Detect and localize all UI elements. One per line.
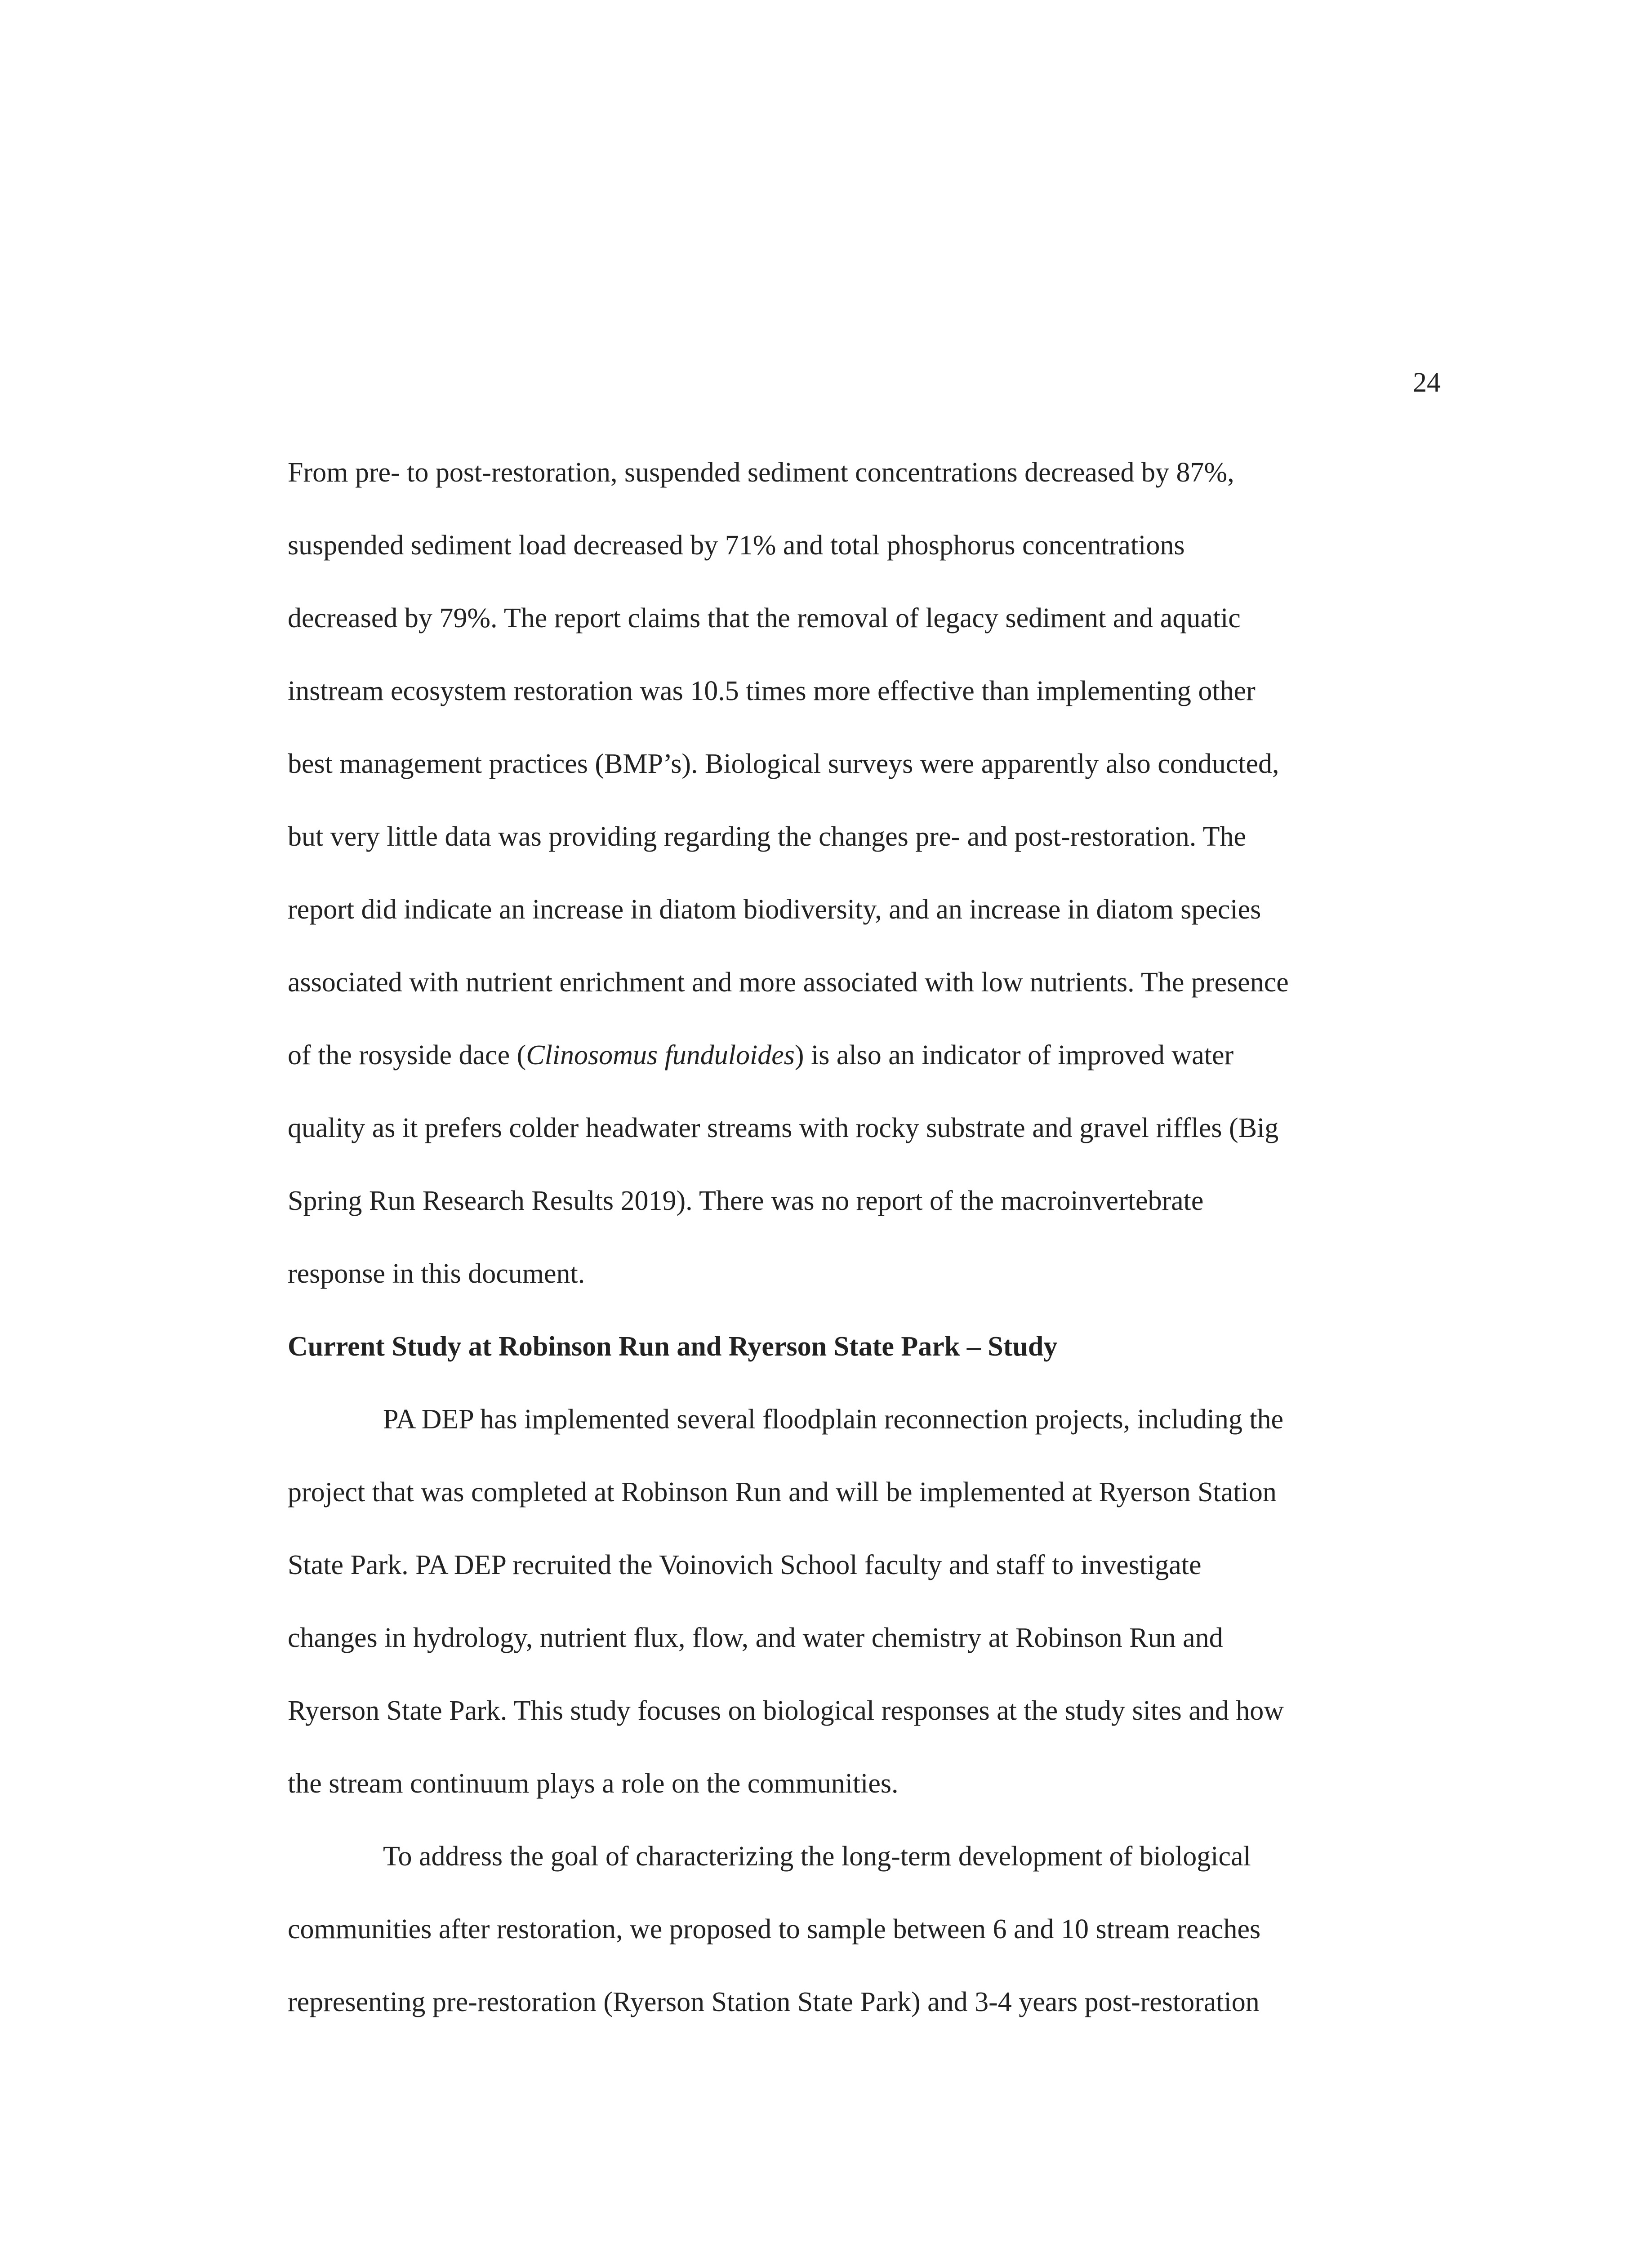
paragraph-study-goal: [288, 1820, 1443, 2038]
text-line: PA DEP has implemented several floodplain reconnection projects, including the: [383, 1404, 1284, 1435]
paragraph-current-study: [288, 1383, 1443, 1820]
text-line: response in this document.: [288, 1258, 585, 1289]
text-line: decreased by 79%. The report claims that the removal of legacy sediment and aquatic: [288, 603, 1241, 633]
text-line: quality as it prefers colder headwater streams with rocky substrate and gravel riffles (Big: [288, 1113, 1279, 1143]
page-body: [288, 436, 1443, 2038]
text-line: instream ecosystem restoration was 10.5 times more effective than implementing other: [288, 676, 1256, 706]
text-line: associated with nutrient enrichment and more associated with low nutrients. The presence: [288, 967, 1289, 998]
text-line: To address the goal of characterizing the long-term development of biological: [383, 1841, 1251, 1872]
page-number: 24: [1413, 367, 1441, 398]
text-line: Ryerson State Park. This study focuses on biological responses at the study sites and how: [288, 1695, 1284, 1726]
species-name: Clinosomus funduloides: [526, 1040, 795, 1070]
text-line: State Park. PA DEP recruited the Voinovich School faculty and staff to investigate: [288, 1550, 1202, 1580]
text-run: of the rosyside dace (: [288, 1040, 526, 1070]
text-line: best management practices (BMP’s). Biological surveys were apparently also conducted,: [288, 749, 1279, 779]
text-run: ) is also an indicator of improved water: [794, 1040, 1234, 1070]
paragraph-legacy-sediment-results: [288, 436, 1443, 1310]
text-line: From pre- to post-restoration, suspended sediment concentrations decreased by 87%,: [288, 457, 1234, 488]
text-line: [288, 1019, 1443, 1092]
section-heading: Current Study at Robinson Run and Ryerson State Park – Study: [288, 1331, 1058, 1362]
text-line: suspended sediment load decreased by 71% and total phosphorus concentrations: [288, 530, 1185, 561]
text-line: Spring Run Research Results 2019). There was no report of the macroinvertebrate: [288, 1186, 1204, 1216]
text-line: the stream continuum plays a role on the communities.: [288, 1768, 899, 1799]
text-line: representing pre-restoration (Ryerson Station State Park) and 3-4 years post-restoration: [288, 1987, 1260, 2017]
text-line: report did indicate an increase in diatom biodiversity, and an increase in diatom species: [288, 894, 1261, 925]
text-line: communities after restoration, we proposed to sample between 6 and 10 stream reaches: [288, 1914, 1261, 1945]
text-line: changes in hydrology, nutrient flux, flow, and water chemistry at Robinson Run and: [288, 1623, 1223, 1653]
text-line: but very little data was providing regarding the changes pre- and post-restoration. The: [288, 821, 1247, 852]
text-line: project that was completed at Robinson Run and will be implemented at Ryerson Station: [288, 1477, 1277, 1508]
